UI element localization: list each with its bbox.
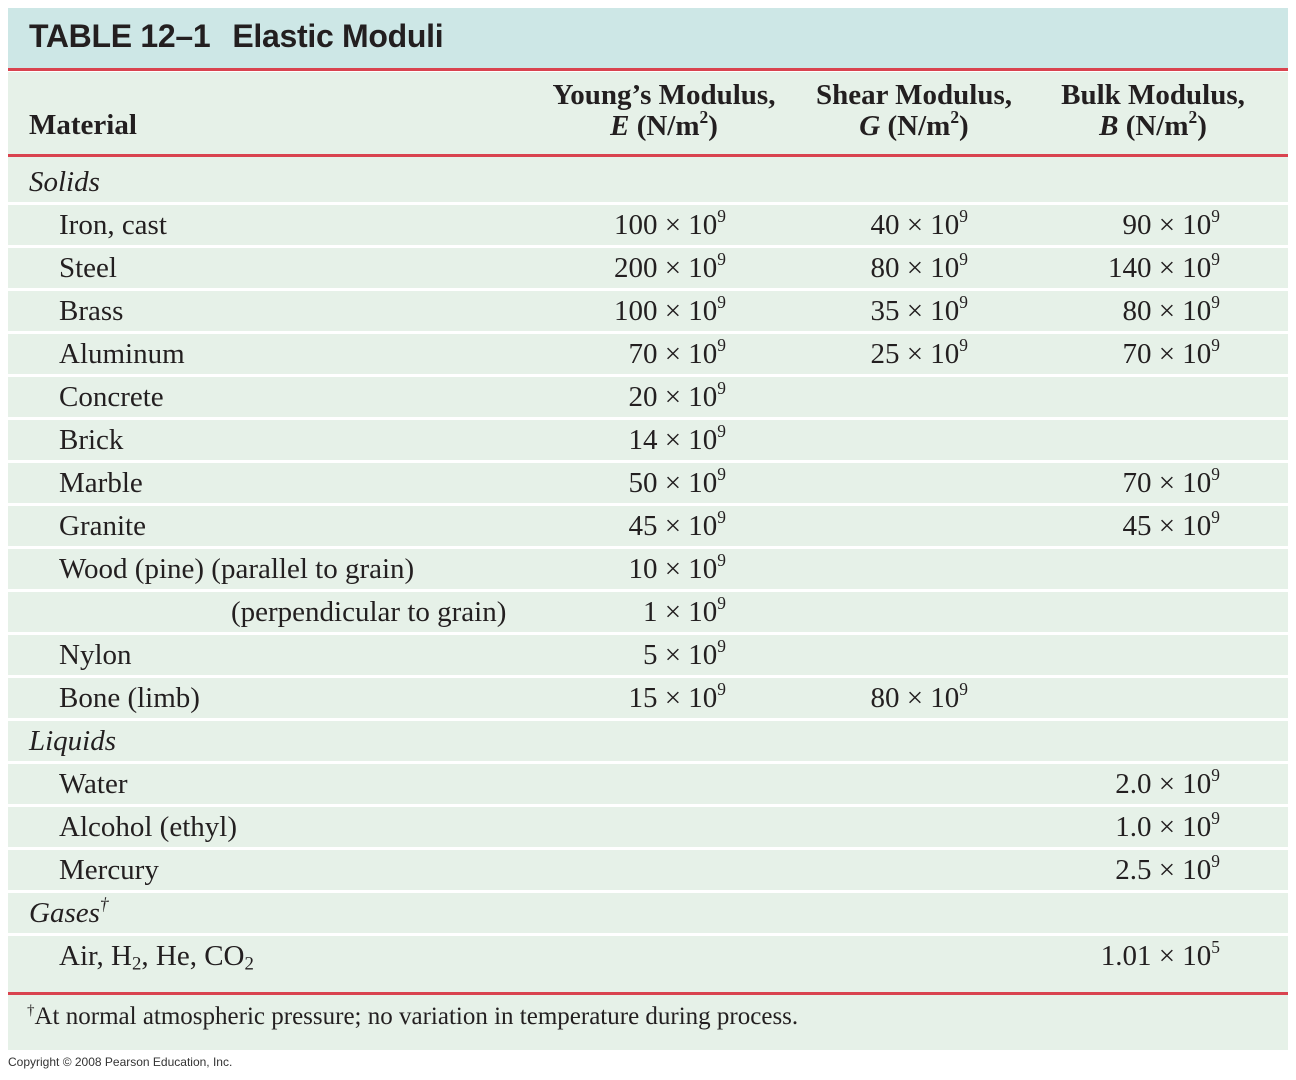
header-bulk-unit: B $(N/m^2)$ [1099,106,1207,142]
title-rule [8,68,1288,71]
footnote: †At normal atmospheric pressure; no variation in temperature during process. [27,1002,799,1030]
bulk-value: $2.5 \times 10^9$ [1115,850,1220,886]
table-number: TABLE 12–1 [29,18,211,54]
young-value: $10 \times 10^9$ [628,549,726,585]
table-name: Elastic Moduli [232,18,444,54]
table-row [8,763,1288,807]
shear-value: $35 \times 10^9$ [870,291,968,327]
category-row-gases [8,892,1288,936]
category-solids: Solids [29,166,100,198]
young-value: $70 \times 10^9$ [628,334,726,370]
young-value: $14 \times 10^9$ [628,420,726,456]
young-value: $5 \times 10^9$ [642,635,726,671]
category-gases: Gases† [29,893,109,929]
young-value: $50 \times 10^9$ [628,463,726,499]
bulk-value: $70 \times 10^9$ [1122,463,1220,499]
material-name: Water [59,768,128,800]
material-name: Wood (pine) (parallel to grain) [59,553,415,585]
header-bulk-label: Bulk Modulus, [1061,79,1245,111]
material-name: Brass [59,295,124,327]
shear-value: $80 \times 10^9$ [870,248,968,284]
material-name: Nylon [59,639,132,671]
shear-value: $80 \times 10^9$ [870,678,968,714]
table-row [8,505,1288,549]
shear-value: $25 \times 10^9$ [870,334,968,370]
table-row [8,290,1288,334]
young-value: $45 \times 10^9$ [628,506,726,542]
material-name: Air, $H_2$, He, $CO_2$ [59,940,254,975]
bulk-value: $80 \times 10^9$ [1122,291,1220,327]
table-row [8,376,1288,420]
material-name: Mercury [59,854,159,886]
material-name: Iron, cast [59,209,167,241]
category-row-liquids [8,720,1288,764]
table-row [8,419,1288,463]
table-row [8,935,1288,976]
copyright: Copyright © 2008 Pearson Education, Inc. [8,1055,233,1069]
shear-value: $40 \times 10^9$ [870,205,968,241]
header-young-modulus [534,80,794,142]
bulk-value: $45 \times 10^9$ [1122,506,1220,542]
header-shear-unit: G $(N/m^2)$ [859,106,969,142]
material-name: Alcohol (ethyl) [59,811,237,843]
table-title [29,18,443,55]
table-row [8,548,1288,592]
material-name: Brick [59,424,124,456]
bulk-value: $1.01 \times 10^5$ [1100,936,1220,972]
header-material: Material [29,109,137,141]
material-name: Aluminum [59,338,185,370]
header-rule [8,154,1288,157]
material-name: Bone (limb) [59,682,200,714]
header-shear-label: Shear Modulus, [815,79,1013,111]
table-row [8,204,1288,248]
material-name: Granite [59,510,146,542]
bulk-value: $140 \times 10^9$ [1107,248,1220,284]
bulk-value: $2.0 \times 10^9$ [1115,764,1220,800]
table-row [8,247,1288,291]
table-row [8,849,1288,893]
young-value: $20 \times 10^9$ [628,377,726,413]
header-young-unit: E $(N/m^2)$ [610,106,718,142]
material-name: Marble [59,467,143,499]
table-row [8,591,1288,635]
young-value: $100 \times 10^9$ [613,205,726,241]
young-value: $100 \times 10^9$ [613,291,726,327]
young-value: $200 \times 10^9$ [613,248,726,284]
table-row [8,462,1288,506]
table-row [8,806,1288,850]
material-name: (perpendicular to grain) [231,596,507,628]
header-shear-modulus [784,80,1044,142]
header-bulk-modulus [1023,80,1283,142]
table-title-bar [8,8,1288,69]
bulk-value: $1.0 \times 10^9$ [1115,807,1220,843]
category-liquids: Liquids [29,725,117,757]
table-row [8,677,1288,721]
footer-rule [8,992,1288,995]
young-value: $15 \times 10^9$ [628,678,726,714]
material-name: Steel [59,252,117,284]
young-value: $1 \times 10^9$ [642,592,726,628]
table-row [8,634,1288,678]
material-name: Concrete [59,381,164,413]
category-row-solids [8,161,1288,205]
table-row [8,333,1288,377]
bulk-value: $70 \times 10^9$ [1122,334,1220,370]
bulk-value: $90 \times 10^9$ [1122,205,1220,241]
header-young-label: Young’s Modulus, [552,79,776,111]
